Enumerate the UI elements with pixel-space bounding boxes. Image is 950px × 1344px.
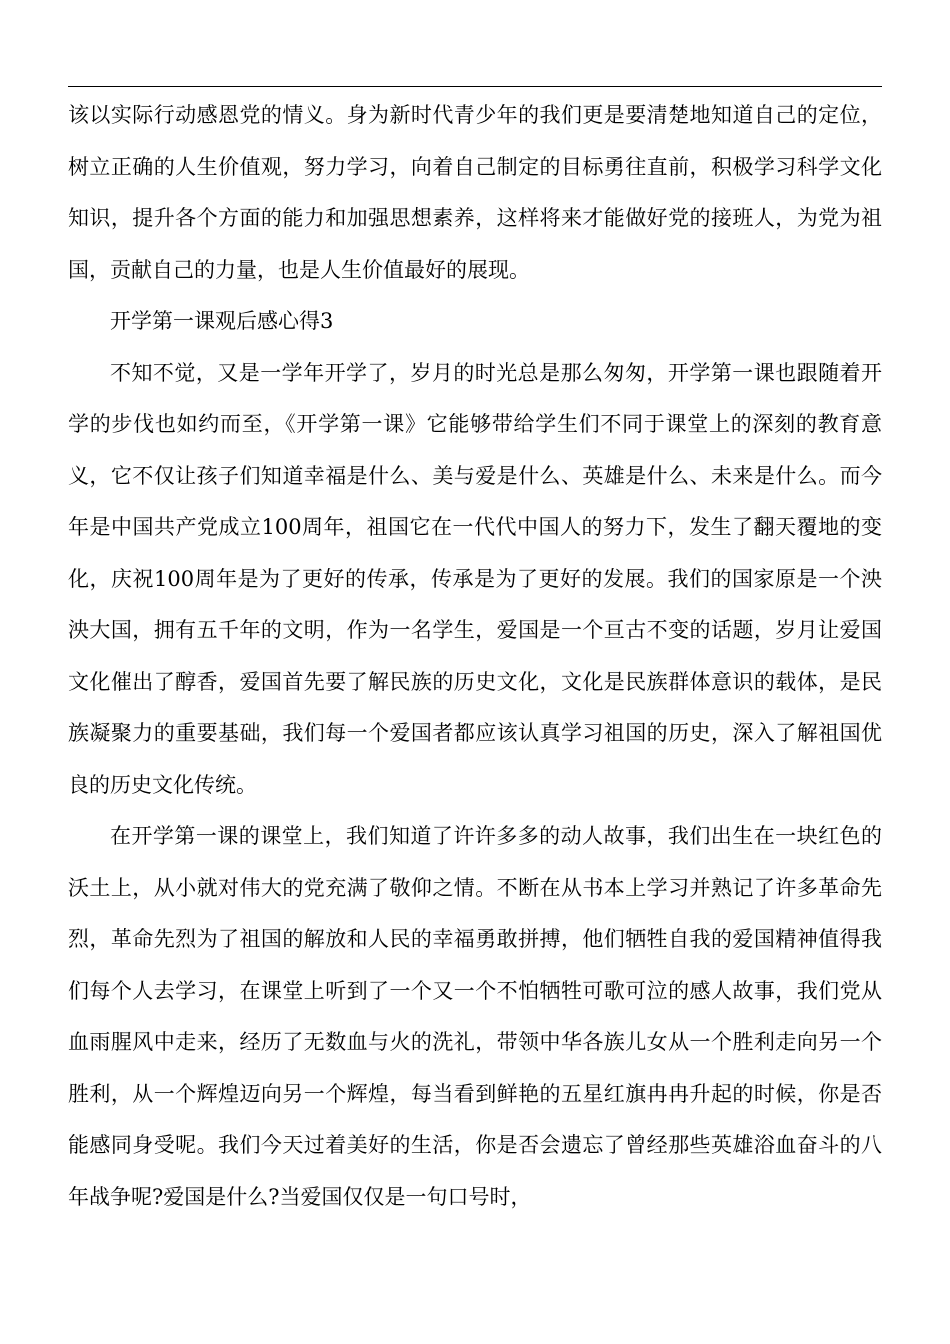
paragraph-continuation: 该以实际行动感恩党的情义。身为新时代青少年的我们更是要清楚地知道自己的定位，树立正确的人生价值观，努力学习，向着自己制定的目标勇往直前，积极学习科学文化知识，提升各个方面的能力和加强思想素养，这样将来才能做好党的接班人，为党为祖国，贡献自己的力量，也是人生价值最好的展现。 bbox=[68, 103, 882, 282]
document-body bbox=[68, 90, 882, 1223]
header-rule bbox=[68, 86, 882, 87]
section-heading: 开学第一课观后感心得3 bbox=[110, 309, 334, 333]
paragraph: 不知不觉，又是一学年开学了，岁月的时光总是那么匆匆，开学第一课也跟随着开学的步伐也如约而至，《开学第一课》它能够带给学生们不同于课堂上的深刻的教育意义，它不仅让孩子们知道幸福是什么、美与爱是什么、英雄是什么、未来是什么。而今年是中国共产党成立100周年，祖国它在一代代中国人的努力下，发生了翻天覆地的变化，庆祝100周年是为了更好的传承，传承是为了更好的发展。我们的国家原是一个泱泱大国，拥有五千年的文明，作为一名学生，爱国是一个亘古不变的话题，岁月让爱国文化催出了醇香，爱国首先要了解民族的历史文化，文化是民族群体意识的载体，是民族凝聚力的重要基础，我们每一个爱国者都应该认真学习祖国的历史，深入了解祖国优良的历史文化传统。 bbox=[68, 360, 882, 797]
paragraph: 在开学第一课的课堂上，我们知道了许许多多的动人故事，我们出生在一块红色的沃土上，从小就对伟大的党充满了敬仰之情。不断在从书本上学习并熟记了许多革命先烈，革命先烈为了祖国的解放和人民的幸福勇敢拼搏，他们牺牲自我的爱国精神值得我们每个人去学习，在课堂上听到了一个又一个不怕牺牲可歌可泣的感人故事，我们党从血雨腥风中走来，经历了无数血与火的洗礼，带领中华各族儿女从一个胜利走向另一个胜利，从一个辉煌迈向另一个辉煌，每当看到鲜艳的五星红旗冉冉升起的时候，你是否能感同身受呢。我们今天过着美好的生活，你是否会遗忘了曾经那些英雄浴血奋斗的八年战争呢?爱国是什么?当爱国仅仅是一句口号时， bbox=[68, 824, 882, 1209]
